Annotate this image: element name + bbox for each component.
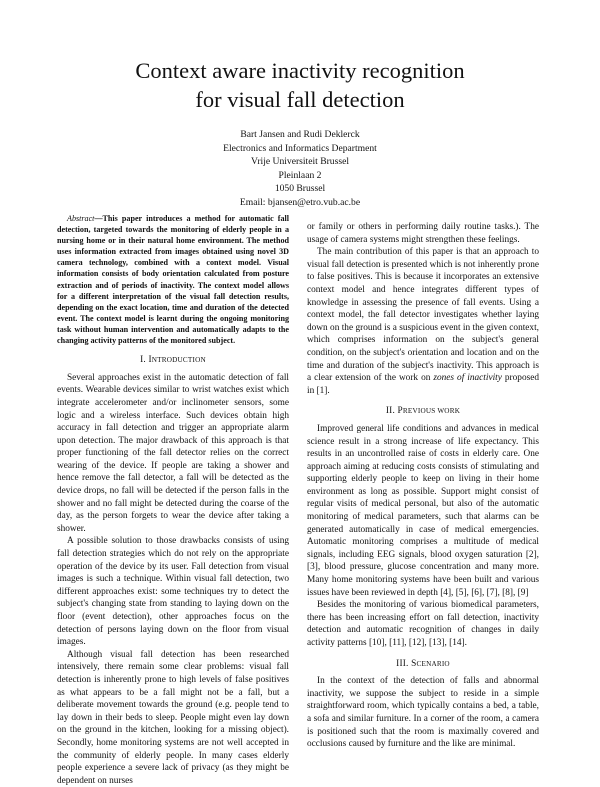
- title-line-2: for visual fall detection: [195, 87, 405, 112]
- section-smallcaps: NTRODUCTION: [151, 356, 206, 365]
- author-city: 1050 Brussel: [274, 183, 326, 195]
- author-university: Vrije Universiteit Brussel: [250, 156, 349, 168]
- section-initial: I: [148, 355, 152, 366]
- previous-work-paragraph-1: Improved general life conditions and advances in medical science result in a strong increase of life expectancy. This results in an uncontrolled raise of costs in elderly care. One approach aiming at reducing costs consists of stimulating and supporting elderly people to keep on living in their home environment as long as possible. Support might consist of regular visits of medical personal, but also of the automatic monitoring of medical parameters, such that alarms can be generated automatically in case of medical emergencies. Automatic monitoring comprises a multitude of medical signals, including EEG signals, blood oxygen saturation [2], [3], blood pressure, glucose concentration and many more. Many home monitoring systems have been built and various issues have been reviewed in depth [4], [5], [6], [7], [8], [9]: [307, 423, 539, 598]
- right-paragraph-1: or family or others in performing daily routine tasks.). The usage of camera systems might strengthen these feelings.: [307, 222, 539, 245]
- abstract-dash: —: [94, 214, 103, 223]
- contribution-paragraph: [307, 246, 539, 397]
- author-block: [0, 128, 600, 210]
- section-smallcaps: REVIOUS: [402, 407, 438, 416]
- section-initial: S: [411, 658, 417, 669]
- section-number: I.: [140, 355, 149, 366]
- section-heading-scenario: [307, 658, 539, 671]
- left-column: [57, 213, 289, 787]
- abstract-label: Abstract: [67, 214, 95, 223]
- section-heading-introduction: [57, 354, 289, 367]
- author-names: Bart Jansen and Rudi Deklerck: [240, 129, 360, 140]
- right-column: [307, 221, 539, 751]
- section-smallcaps: CENARIO: [416, 659, 450, 668]
- paper-title: [0, 56, 600, 114]
- section-initial: P: [397, 406, 403, 417]
- contribution-emphasis: zones of inactivity: [433, 373, 502, 384]
- abstract-text: This paper introduces a method for automatic fall detection, targeted towards the monitoring of elderly people in a nursing home or in their natural home environment. The method uses information extracted from images obtained using novel 3D camera technology, combined with a context model. Visual information consists of body orientation calculated from posture extraction and of periods of inactivity. The context model allows for a different interpretation of the visual fall detection results, depending on the exact location, time and duration of the detected event. The context model is learnt during the ongoing monitoring task without human intervention and automatically adapts to the changing activity patterns of the monitored subject.: [57, 214, 289, 346]
- title-line-1: Context aware inactivity recognition: [135, 58, 465, 83]
- author-street: Pleinlaan 2: [278, 169, 322, 181]
- intro-paragraph-1: Several approaches exist in the automatic detection of fall events. Wearable devices similar to wrist watches exist which integrate accelerometer and/or inclinometer sensors, some logic and a wireless interface. Such devices obtain high accuracy in fall detection and trigger an appropriate alarm upon detection. The major drawback of this approach is that proper functioning of the fall detector relies on the correct wearing of the device. If people are taking a shower and hence remove the fall detector, a fall will be detected as the device drops, no fall will be detected if the person falls in the shower and no fall might be detected during the coarse of the day, as the person forgets to wear the device after taking a shower.: [57, 372, 289, 534]
- section-number: III.: [396, 658, 412, 669]
- intro-paragraph-3: Although visual fall detection has been researched intensively, there remain some clear problems: visual fall detection is inherently prone to high levels of false positives as what appears to be a fall might not be a fall, but a deliberate movement towards the ground (e.g. people tend to lay down in their beds to sleep. People might even lay down on the ground in the kitchen, looking for a missing object). Secondly, home monitoring systems are not well accepted in the community of elderly people. In many cases elderly people experience a severe lack of privacy (as they might be dependent on nurses: [57, 649, 289, 786]
- author-email: Email: bjansen@etro.vub.ac.be: [239, 196, 361, 208]
- section-heading-previous-work: [307, 405, 539, 418]
- section-smallcaps: WORK: [437, 407, 461, 416]
- previous-work-paragraph-2: Besides the monitoring of various biomedical parameters, there has been increasing effort on fall detection, inactivity detection and automatic recognition of changes in daily activity patterns [10], [11], [12], [13], [14].: [307, 600, 539, 648]
- contribution-text: The main contribution of this paper is that an approach to visual fall detection is presented which is not inherently prone to false positives. This is because it incorporates an extensive context model and hence integrates different types of knowledge in assessing the presence of fall events. Using a context model, the fall detector investigates whether laying down on the ground is a suspicious event in the given context, which comprises information on the subject's general condition, on the subject's orientation and location and on the time and duration of the subject's inactivity. This approach is a clear extension of the work on: [307, 247, 539, 384]
- section-number: II.: [385, 406, 398, 417]
- intro-paragraph-2: A possible solution to those drawbacks consists of using fall detection strategies which do not rely on the appropriate operation of the device by its user. Fall detection from visual images is such a technique. Within visual fall detection, two different approaches exist: some techniques try to detect the subject's changing state from standing to laying down on the floor (event detection), other approaches focus on the detection of persons laying down on the floor from visual images.: [57, 536, 289, 648]
- contribution-citation: proposed in [1].: [307, 373, 539, 396]
- abstract: [57, 213, 289, 346]
- scenario-paragraph-1: In the context of the detection of falls and abnormal inactivity, we suppose the subject to reside in a simple straightforward room, which typically contains a bed, a table, a sofa and similar furniture. In a corner of the room, a camera is positioned such that the room is maximally covered and occlusions caused by furniture and the like are minimal.: [307, 676, 539, 750]
- author-department: Electronics and Informatics Department: [223, 142, 377, 154]
